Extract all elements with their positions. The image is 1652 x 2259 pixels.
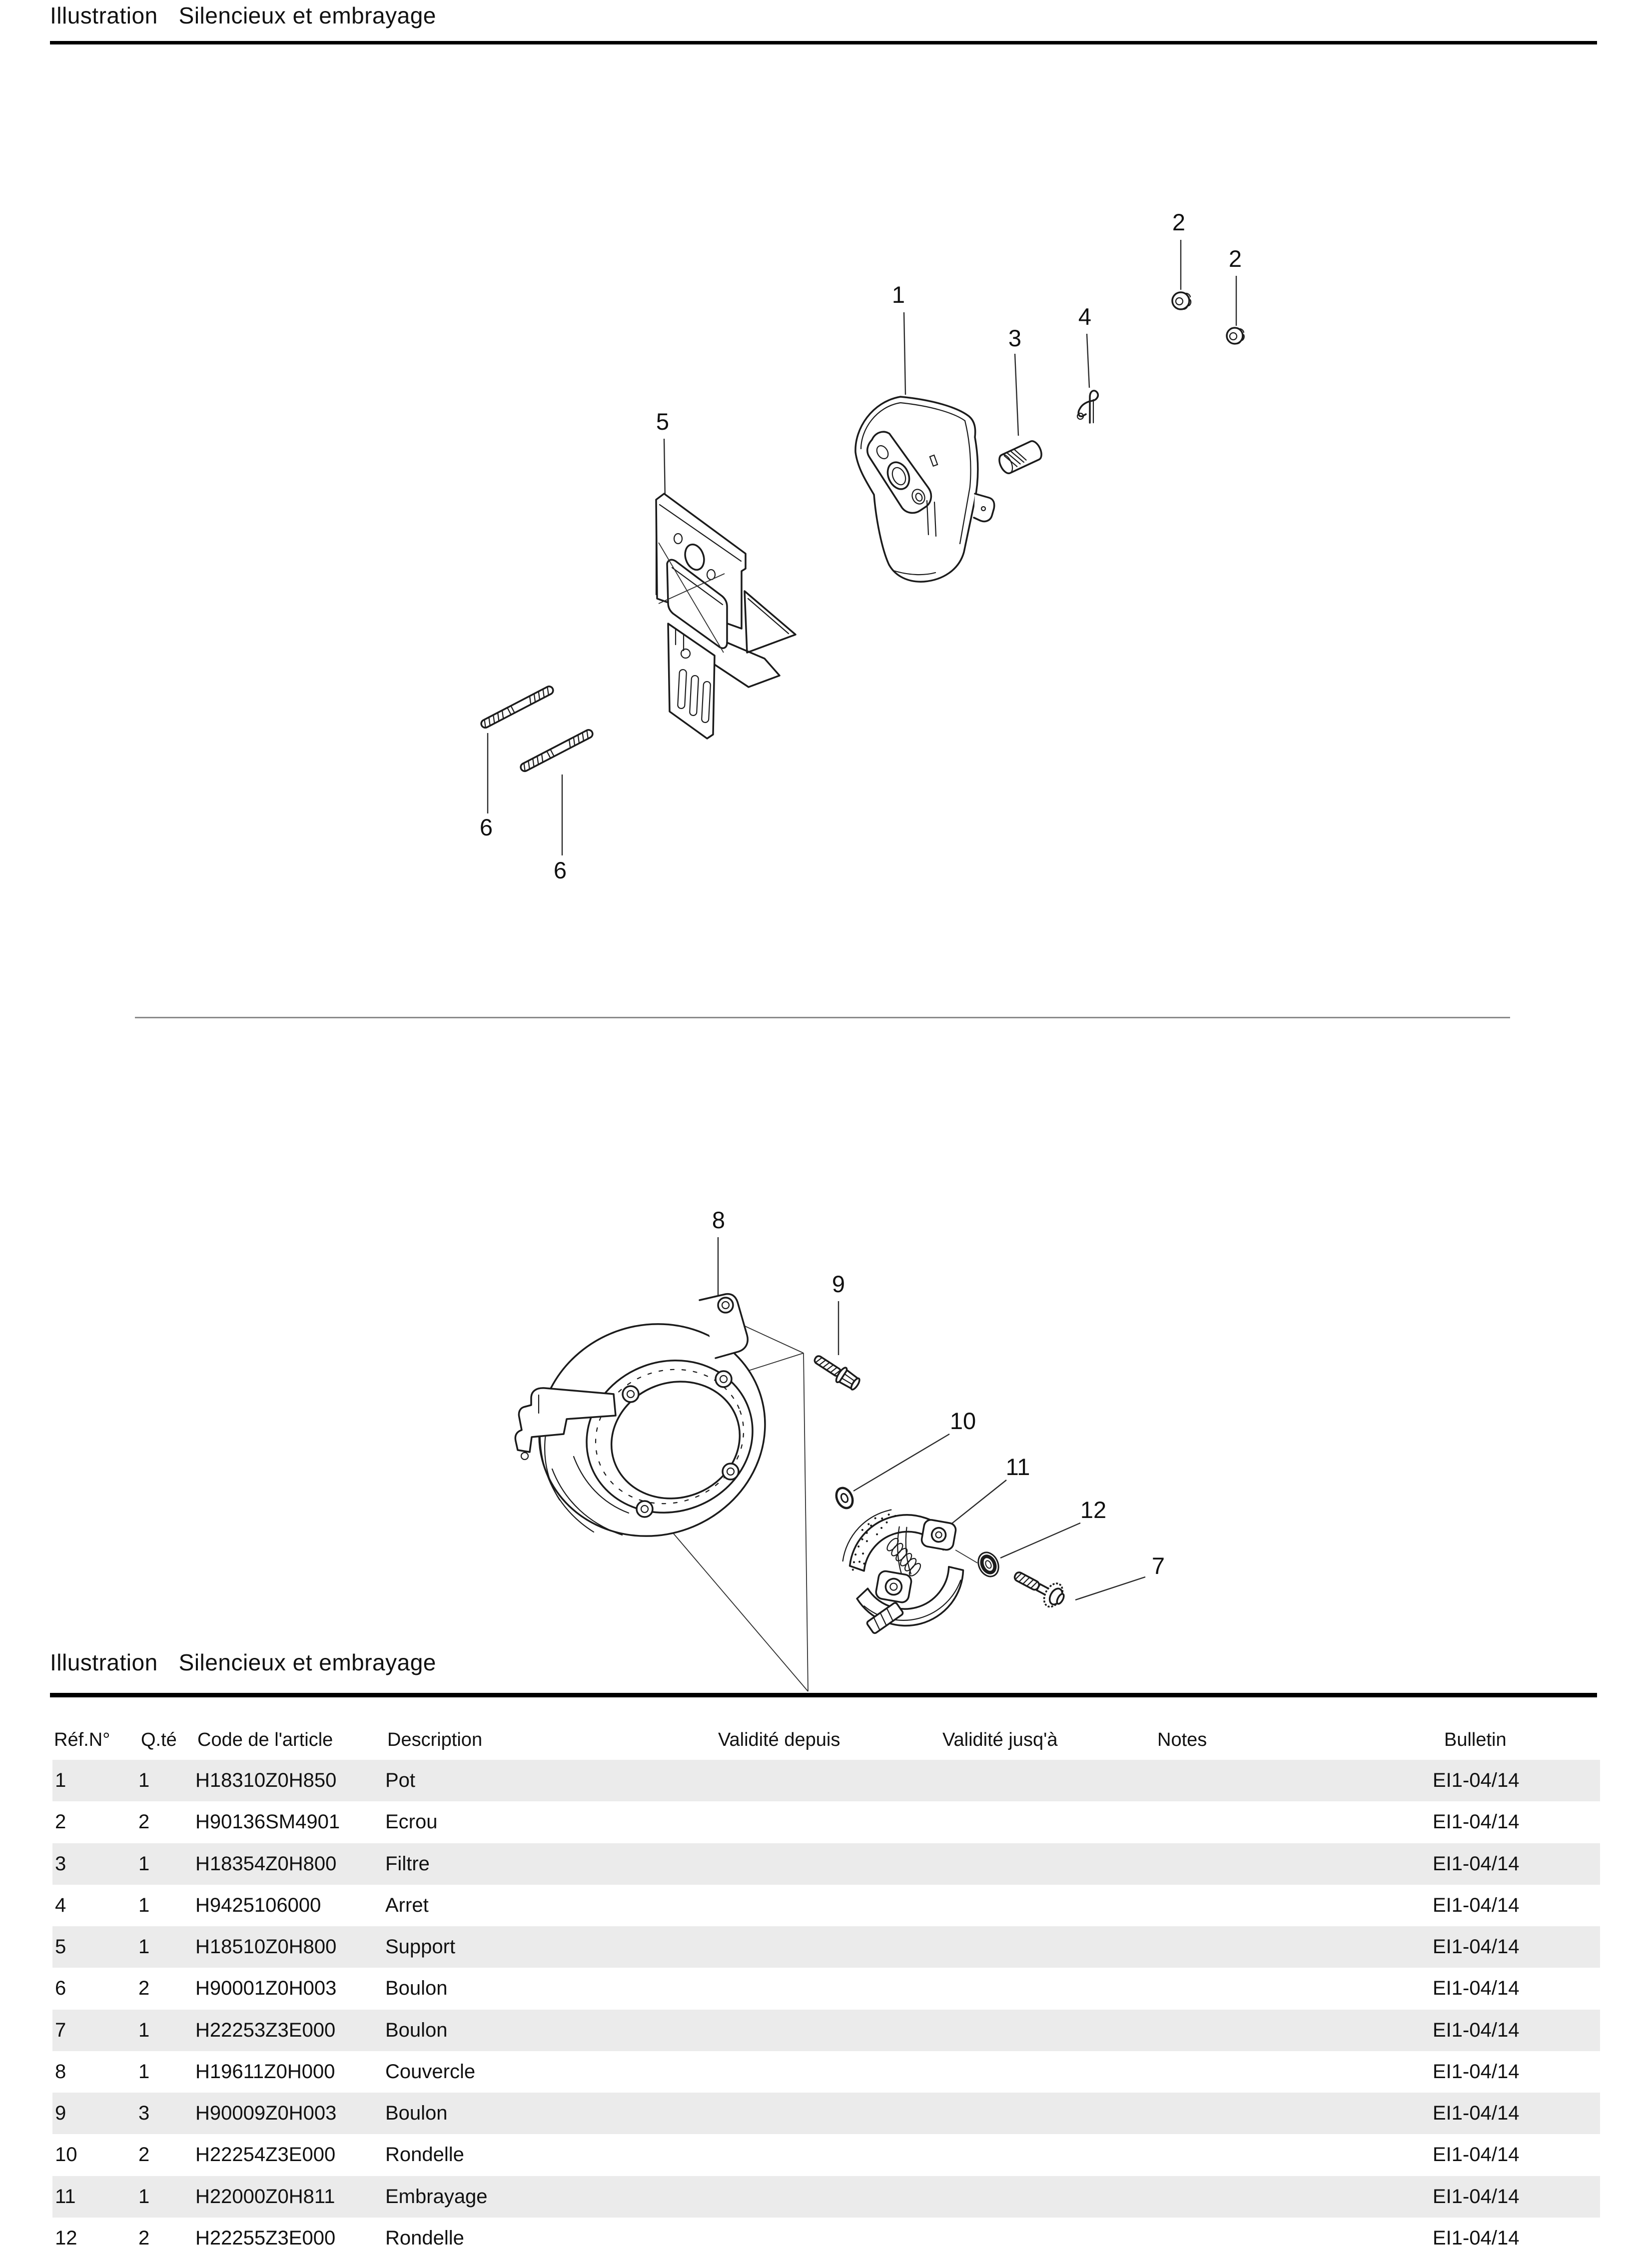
title-word-illustration: Illustration	[50, 1649, 158, 1675]
cover-bolt-ear	[623, 1386, 639, 1402]
cell-qty: 2	[138, 2227, 150, 2249]
table-row	[52, 1885, 1600, 1926]
table-row	[52, 2134, 1600, 2176]
stud-bolt-lower	[519, 729, 594, 772]
table-header	[0, 1729, 1652, 1751]
callout-1: 1	[891, 281, 905, 308]
cell-ref: 1	[55, 1769, 66, 1791]
stud-bolt-upper	[480, 685, 554, 729]
cell-desc: Support	[385, 1936, 456, 1958]
thrust-washer	[833, 1486, 856, 1511]
table-row	[52, 1801, 1600, 1843]
nut-rear	[1227, 328, 1244, 344]
callout-8: 8	[712, 1207, 726, 1233]
table-row	[52, 1760, 1600, 1801]
cell-qty: 1	[138, 1769, 150, 1791]
clutch-diagram	[509, 1207, 1165, 1691]
header-code: Code de l'article	[197, 1729, 333, 1750]
cell-qty: 1	[138, 2060, 150, 2083]
construction-line	[741, 1324, 804, 1353]
header-desc: Description	[387, 1729, 483, 1750]
cell-bulletin: EI1-04/14	[1433, 1811, 1520, 1833]
cell-bulletin: EI1-04/14	[1433, 1852, 1520, 1875]
cell-desc: Couvercle	[385, 2060, 476, 2083]
cell-ref: 4	[55, 1894, 66, 1916]
nut-front	[1172, 292, 1191, 309]
cell-bulletin: EI1-04/14	[1433, 2227, 1520, 2249]
header-notes: Notes	[1157, 1729, 1207, 1750]
cell-bulletin: EI1-04/14	[1433, 2185, 1520, 2208]
clutch-cover	[509, 1293, 795, 1568]
cell-ref: 7	[55, 2019, 66, 2041]
muffler-body	[855, 397, 994, 582]
cell-code: H22254Z3E000	[195, 2144, 336, 2166]
spark-arrestor-filter	[997, 439, 1044, 476]
cell-ref: 8	[55, 2060, 66, 2083]
cover-bolt-ear	[637, 1501, 653, 1517]
table-row	[52, 2218, 1600, 2259]
cell-code: H9425106000	[195, 1894, 321, 1916]
leader-line-5	[664, 439, 665, 501]
cell-bulletin: EI1-04/14	[1433, 2060, 1520, 2083]
leader-line-7	[1075, 1577, 1145, 1600]
leader-line-4	[1087, 334, 1089, 388]
cell-desc: Rondelle	[385, 2144, 464, 2166]
cell-ref: 5	[55, 1936, 66, 1958]
cell-qty: 1	[138, 1852, 150, 1875]
cell-qty: 2	[138, 2144, 150, 2166]
leader-line-3	[1015, 354, 1018, 436]
table-row	[52, 2051, 1600, 2093]
leader-line-1	[904, 312, 905, 395]
construction-line	[670, 1529, 808, 1691]
leader-line-10	[853, 1434, 949, 1491]
cell-bulletin: EI1-04/14	[1433, 1769, 1520, 1791]
cell-bulletin: EI1-04/14	[1433, 1936, 1520, 1958]
table-row	[52, 2176, 1600, 2218]
callout-2a: 2	[1172, 209, 1186, 235]
leader-line-12	[1000, 1523, 1080, 1558]
cell-code: H90001Z0H003	[195, 1977, 337, 2000]
outlet-stub	[974, 494, 994, 522]
callout-7: 7	[1151, 1552, 1165, 1579]
cell-code: H18510Z0H800	[195, 1936, 337, 1958]
header-valid-from: Validité depuis	[718, 1729, 840, 1750]
cell-code: H90136SM4901	[195, 1811, 340, 1833]
title-word-illustration: Illustration	[50, 2, 158, 28]
clutch-washer	[974, 1549, 1002, 1579]
cell-desc: Pot	[385, 1769, 416, 1791]
cell-qty: 1	[138, 1894, 150, 1916]
bracket-wing	[745, 591, 796, 653]
cell-code: H22253Z3E000	[195, 2019, 336, 2041]
cell-qty: 2	[138, 1977, 150, 2000]
cell-bulletin: EI1-04/14	[1433, 2102, 1520, 2124]
cell-ref: 3	[55, 1852, 66, 1875]
cell-ref: 9	[55, 2102, 66, 2124]
cell-ref: 12	[55, 2227, 77, 2249]
cell-desc: Filtre	[385, 1852, 430, 1875]
table-row	[52, 2093, 1600, 2134]
construction-line	[955, 1550, 977, 1563]
callout-12: 12	[1080, 1497, 1107, 1523]
callout-3: 3	[1008, 325, 1022, 351]
cell-desc: Boulon	[385, 1977, 448, 2000]
parts-table	[52, 1760, 1600, 2259]
table-row	[52, 1926, 1600, 1968]
callout-10: 10	[949, 1408, 976, 1434]
cell-bulletin: EI1-04/14	[1433, 1894, 1520, 1916]
cell-desc: Boulon	[385, 2102, 448, 2124]
support-bracket	[656, 494, 796, 739]
cell-ref: 2	[55, 1811, 66, 1833]
cell-qty: 2	[138, 1811, 150, 1833]
table-row	[52, 2010, 1600, 2051]
cell-bulletin: EI1-04/14	[1433, 2019, 1520, 2041]
cell-desc: Embrayage	[385, 2185, 488, 2208]
callout-11: 11	[1005, 1454, 1030, 1480]
clutch-assembly	[833, 1494, 979, 1639]
cell-ref: 6	[55, 1977, 66, 2000]
cell-ref: 10	[55, 2144, 77, 2166]
cell-code: H90009Z0H003	[195, 2102, 337, 2124]
cover-bolt-ear	[716, 1371, 732, 1387]
callout-4: 4	[1078, 303, 1092, 330]
callout-6a: 6	[479, 814, 493, 840]
cell-qty: 3	[138, 2102, 150, 2124]
cell-qty: 1	[138, 2019, 150, 2041]
cover-bolt	[811, 1351, 862, 1393]
cell-bulletin: EI1-04/14	[1433, 1977, 1520, 2000]
construction-line	[804, 1353, 808, 1691]
callout-5: 5	[656, 408, 670, 435]
muffler-diagram	[480, 209, 1244, 883]
cell-code: H18354Z0H800	[195, 1852, 337, 1875]
cell-code: H22255Z3E000	[195, 2227, 336, 2249]
cell-code: H19611Z0H000	[195, 2060, 335, 2083]
callout-9: 9	[831, 1271, 845, 1297]
cell-qty: 1	[138, 1936, 150, 1958]
title-word-subject: Silencieux et embrayage	[178, 1649, 436, 1675]
table-row	[52, 1843, 1600, 1885]
cell-desc: Rondelle	[385, 2227, 464, 2249]
cell-desc: Arret	[385, 1894, 429, 1916]
cell-desc: Ecrou	[385, 1811, 438, 1833]
header-valid-to: Validité jusq'à	[942, 1729, 1058, 1750]
cell-ref: 11	[55, 2185, 76, 2208]
cell-code: H18310Z0H850	[195, 1769, 337, 1791]
clutch-bolt	[1009, 1564, 1068, 1611]
header-bulletin: Bulletin	[1444, 1729, 1507, 1750]
cell-desc: Boulon	[385, 2019, 448, 2041]
header-qty: Q.té	[141, 1729, 177, 1750]
cell-bulletin: EI1-04/14	[1433, 2144, 1520, 2166]
header-ref: Réf.N°	[54, 1729, 110, 1750]
cell-qty: 1	[138, 2185, 150, 2208]
cover-bolt-ear	[723, 1464, 739, 1480]
cell-code: H22000Z0H811	[195, 2185, 335, 2208]
table-row	[52, 1968, 1600, 2009]
callout-6b: 6	[553, 857, 567, 883]
callout-2b: 2	[1228, 245, 1242, 272]
retainer-clip	[1077, 391, 1098, 423]
title-word-subject: Silencieux et embrayage	[178, 2, 436, 28]
